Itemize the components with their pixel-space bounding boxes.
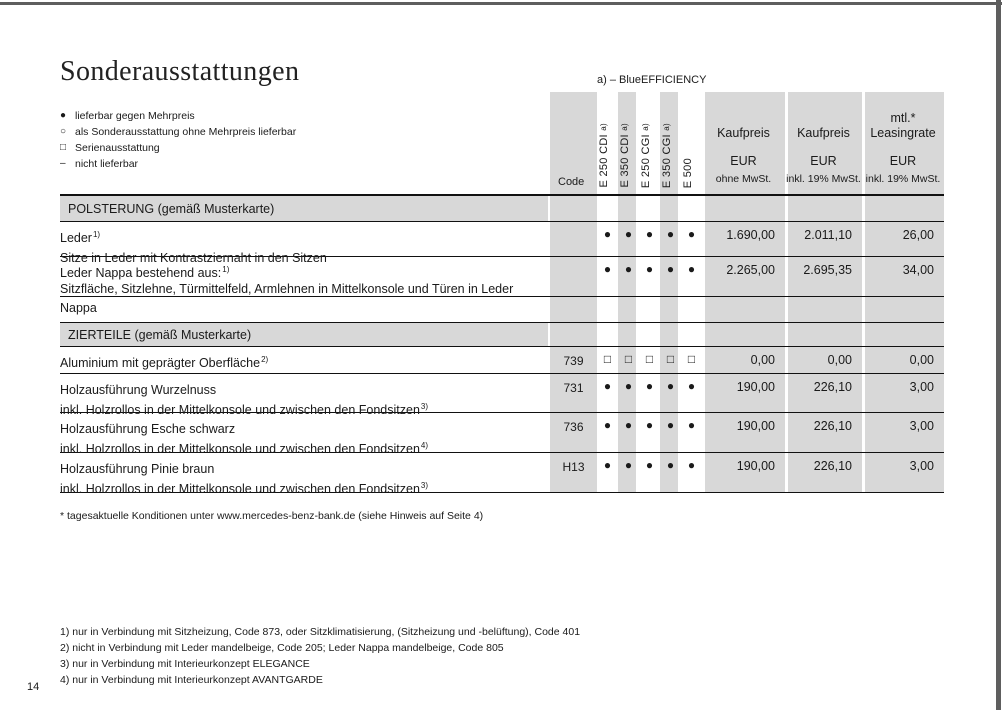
column-header-kaufpreis-net: Kaufpreis EUR ohne MwSt. — [702, 92, 785, 194]
availability-mark: ● — [618, 413, 639, 452]
price-gross: 226,10 — [785, 413, 862, 452]
price-net: 190,00 — [702, 453, 785, 492]
legend-item — [60, 156, 548, 172]
page-right-edge — [996, 0, 1001, 710]
availability-mark: ● — [618, 257, 639, 296]
footnotes-block — [60, 624, 580, 688]
availability-mark: ● — [687, 227, 696, 241]
section-header-polsterung — [60, 196, 944, 222]
option-code: H13 — [550, 453, 597, 492]
option-code: 736 — [550, 413, 597, 452]
table-row-wurzelnuss — [60, 374, 944, 417]
option-title: Holzausführung Esche schwarz — [60, 422, 236, 437]
legend-item — [60, 124, 548, 140]
availability-mark: □ — [603, 352, 612, 366]
empty-circle-icon: ○ — [60, 126, 67, 137]
availability-mark: ● — [645, 379, 654, 393]
availability-mark: ● — [645, 227, 654, 241]
page-top-edge — [0, 2, 1002, 5]
availability-mark: □ — [645, 352, 654, 366]
footnote-1: 1) nur in Verbindung mit Sitzheizung, Code 873, oder Sitzklimatisierung, (Sitzheizung und -belüftung), Code 401 — [60, 626, 581, 638]
legend-label: Serienausstattung — [75, 142, 160, 154]
price-net: 190,00 — [702, 413, 785, 452]
section-title: ZIERTEILE (gemäß Musterkarte) — [68, 327, 252, 342]
filled-circle-icon: ● — [60, 110, 67, 121]
availability-mark: ● — [660, 453, 681, 492]
availability-mark: ● — [687, 458, 696, 472]
option-subtitle: Sitzfläche, Sitzlehne, Türmittelfeld, Armlehnen in Mittelkonsole und Türen in Leder Nappa — [60, 281, 514, 316]
model-column-header-e500: E 500 — [682, 157, 694, 188]
price-net: 2.265,00 — [702, 257, 785, 296]
model-column-header-e250cgi: E 250 CGI a) — [640, 122, 652, 188]
option-title: Holzausführung Wurzelnuss — [60, 383, 217, 398]
dash-icon: – — [60, 158, 66, 169]
price-gross: 226,10 — [785, 374, 862, 412]
price-gross: 226,10 — [785, 453, 862, 492]
section-header-zierteile — [60, 322, 944, 347]
price-gross: 2.011,10 — [785, 222, 862, 256]
availability-mark: ● — [645, 418, 654, 432]
legend-item — [60, 108, 548, 124]
model-column-header-e350cgi: E 350 CGI a) — [660, 92, 681, 194]
option-code: 739 — [550, 347, 597, 373]
price-net: 0,00 — [702, 347, 785, 373]
availability-mark: ● — [618, 222, 639, 256]
availability-mark: ● — [687, 418, 696, 432]
price-net: 190,00 — [702, 374, 785, 412]
option-title: Aluminium mit geprägter Oberfläche$^{2)}$ — [60, 355, 269, 371]
leasing-rate: 3,00 — [862, 374, 944, 412]
availability-mark: ● — [603, 379, 612, 393]
option-title: Leder Nappa bestehend aus:$^{1)}$ — [60, 265, 230, 281]
section-spacer-row — [60, 297, 944, 322]
availability-mark: ● — [603, 227, 612, 241]
price-gross: 2.695,35 — [785, 257, 862, 296]
option-code — [550, 257, 597, 296]
availability-mark: □ — [687, 352, 696, 366]
option-title: Holzausführung Pinie braun — [60, 462, 215, 477]
legend-label: nicht lieferbar — [75, 158, 139, 170]
section-title: POLSTERUNG (gemäß Musterkarte) — [68, 201, 275, 216]
column-header-leasingrate: mtl.* Leasingrate EUR inkl. 19% MwSt. — [862, 92, 944, 194]
availability-mark: ● — [660, 222, 681, 256]
options-table — [60, 92, 944, 496]
availability-mark: ● — [603, 262, 612, 276]
availability-mark: ● — [603, 418, 612, 432]
leasing-rate: 34,00 — [862, 257, 944, 296]
availability-mark: ● — [660, 374, 681, 412]
page-number: 14 — [27, 681, 40, 693]
table-row-aluminium — [60, 347, 944, 374]
table-row-esche-schwarz — [60, 413, 944, 456]
option-code: 731 — [550, 374, 597, 412]
code-column-header: Code — [550, 92, 597, 194]
availability-mark: ● — [645, 458, 654, 472]
option-subtitle: Sitze in Leder mit Kontrastziernaht in den Sitzen — [60, 250, 327, 265]
availability-mark: ● — [603, 458, 612, 472]
availability-mark: □ — [660, 347, 681, 373]
table-row-pinie-braun — [60, 453, 944, 496]
legend-label: lieferbar gegen Mehrpreis — [75, 110, 195, 122]
model-column-header-e250cdi: E 250 CDI a) — [598, 123, 610, 188]
empty-square-icon: □ — [60, 142, 67, 153]
availability-mark: ● — [618, 453, 639, 492]
availability-mark: ● — [618, 374, 639, 412]
leasing-rate: 3,00 — [862, 413, 944, 452]
leasing-conditions-note: * tagesaktuelle Konditionen unter www.mercedes-benz-bank.de (siehe Hinweis auf Seite 4) — [60, 510, 484, 522]
column-header-kaufpreis-gross: Kaufpreis EUR inkl. 19% MwSt. — [785, 92, 862, 194]
availability-mark: ● — [660, 413, 681, 452]
availability-mark: ● — [660, 257, 681, 296]
page-title: Sonderausstattungen — [60, 56, 300, 87]
price-gross: 0,00 — [785, 347, 862, 373]
legend — [60, 92, 548, 194]
option-subtitle: inkl. Holzrollos in der Mittelkonsole und zwischen den Fondsitzen$^{3)}$ — [60, 401, 429, 417]
availability-mark: □ — [618, 347, 639, 373]
table-header-row — [60, 92, 944, 196]
table-row-leder — [60, 222, 944, 265]
price-net: 1.690,00 — [702, 222, 785, 256]
legend-item — [60, 140, 548, 156]
footnote-4: 4) nur in Verbindung mit Interieurkonzept AVANTGARDE — [60, 674, 323, 686]
option-subtitle: inkl. Holzrollos in der Mittelkonsole und zwischen den Fondsitzen$^{4)}$ — [60, 440, 429, 456]
table-row-leder-nappa — [60, 257, 944, 316]
footnote-2: 2) nicht in Verbindung mit Leder mandelbeige, Code 205; Leder Nappa mandelbeige, Code 805 — [60, 642, 504, 654]
leasing-rate: 0,00 — [862, 347, 944, 373]
availability-mark: ● — [687, 379, 696, 393]
model-column-header-e350cdi: E 350 CDI a) — [618, 92, 639, 194]
legend-label: als Sonderausstattung ohne Mehrpreis lieferbar — [75, 126, 297, 138]
footnote-3: 3) nur in Verbindung mit Interieurkonzept ELEGANCE — [60, 658, 310, 670]
blueefficiency-note: a) – BlueEFFICIENCY — [597, 74, 707, 86]
leasing-rate: 26,00 — [862, 222, 944, 256]
availability-mark: ● — [687, 262, 696, 276]
leasing-rate: 3,00 — [862, 453, 944, 492]
availability-mark: ● — [645, 262, 654, 276]
option-title: Leder$^{1)}$ — [60, 230, 101, 246]
option-subtitle: inkl. Holzrollos in der Mittelkonsole und zwischen den Fondsitzen$^{3)}$ — [60, 480, 429, 496]
option-code — [550, 222, 597, 256]
